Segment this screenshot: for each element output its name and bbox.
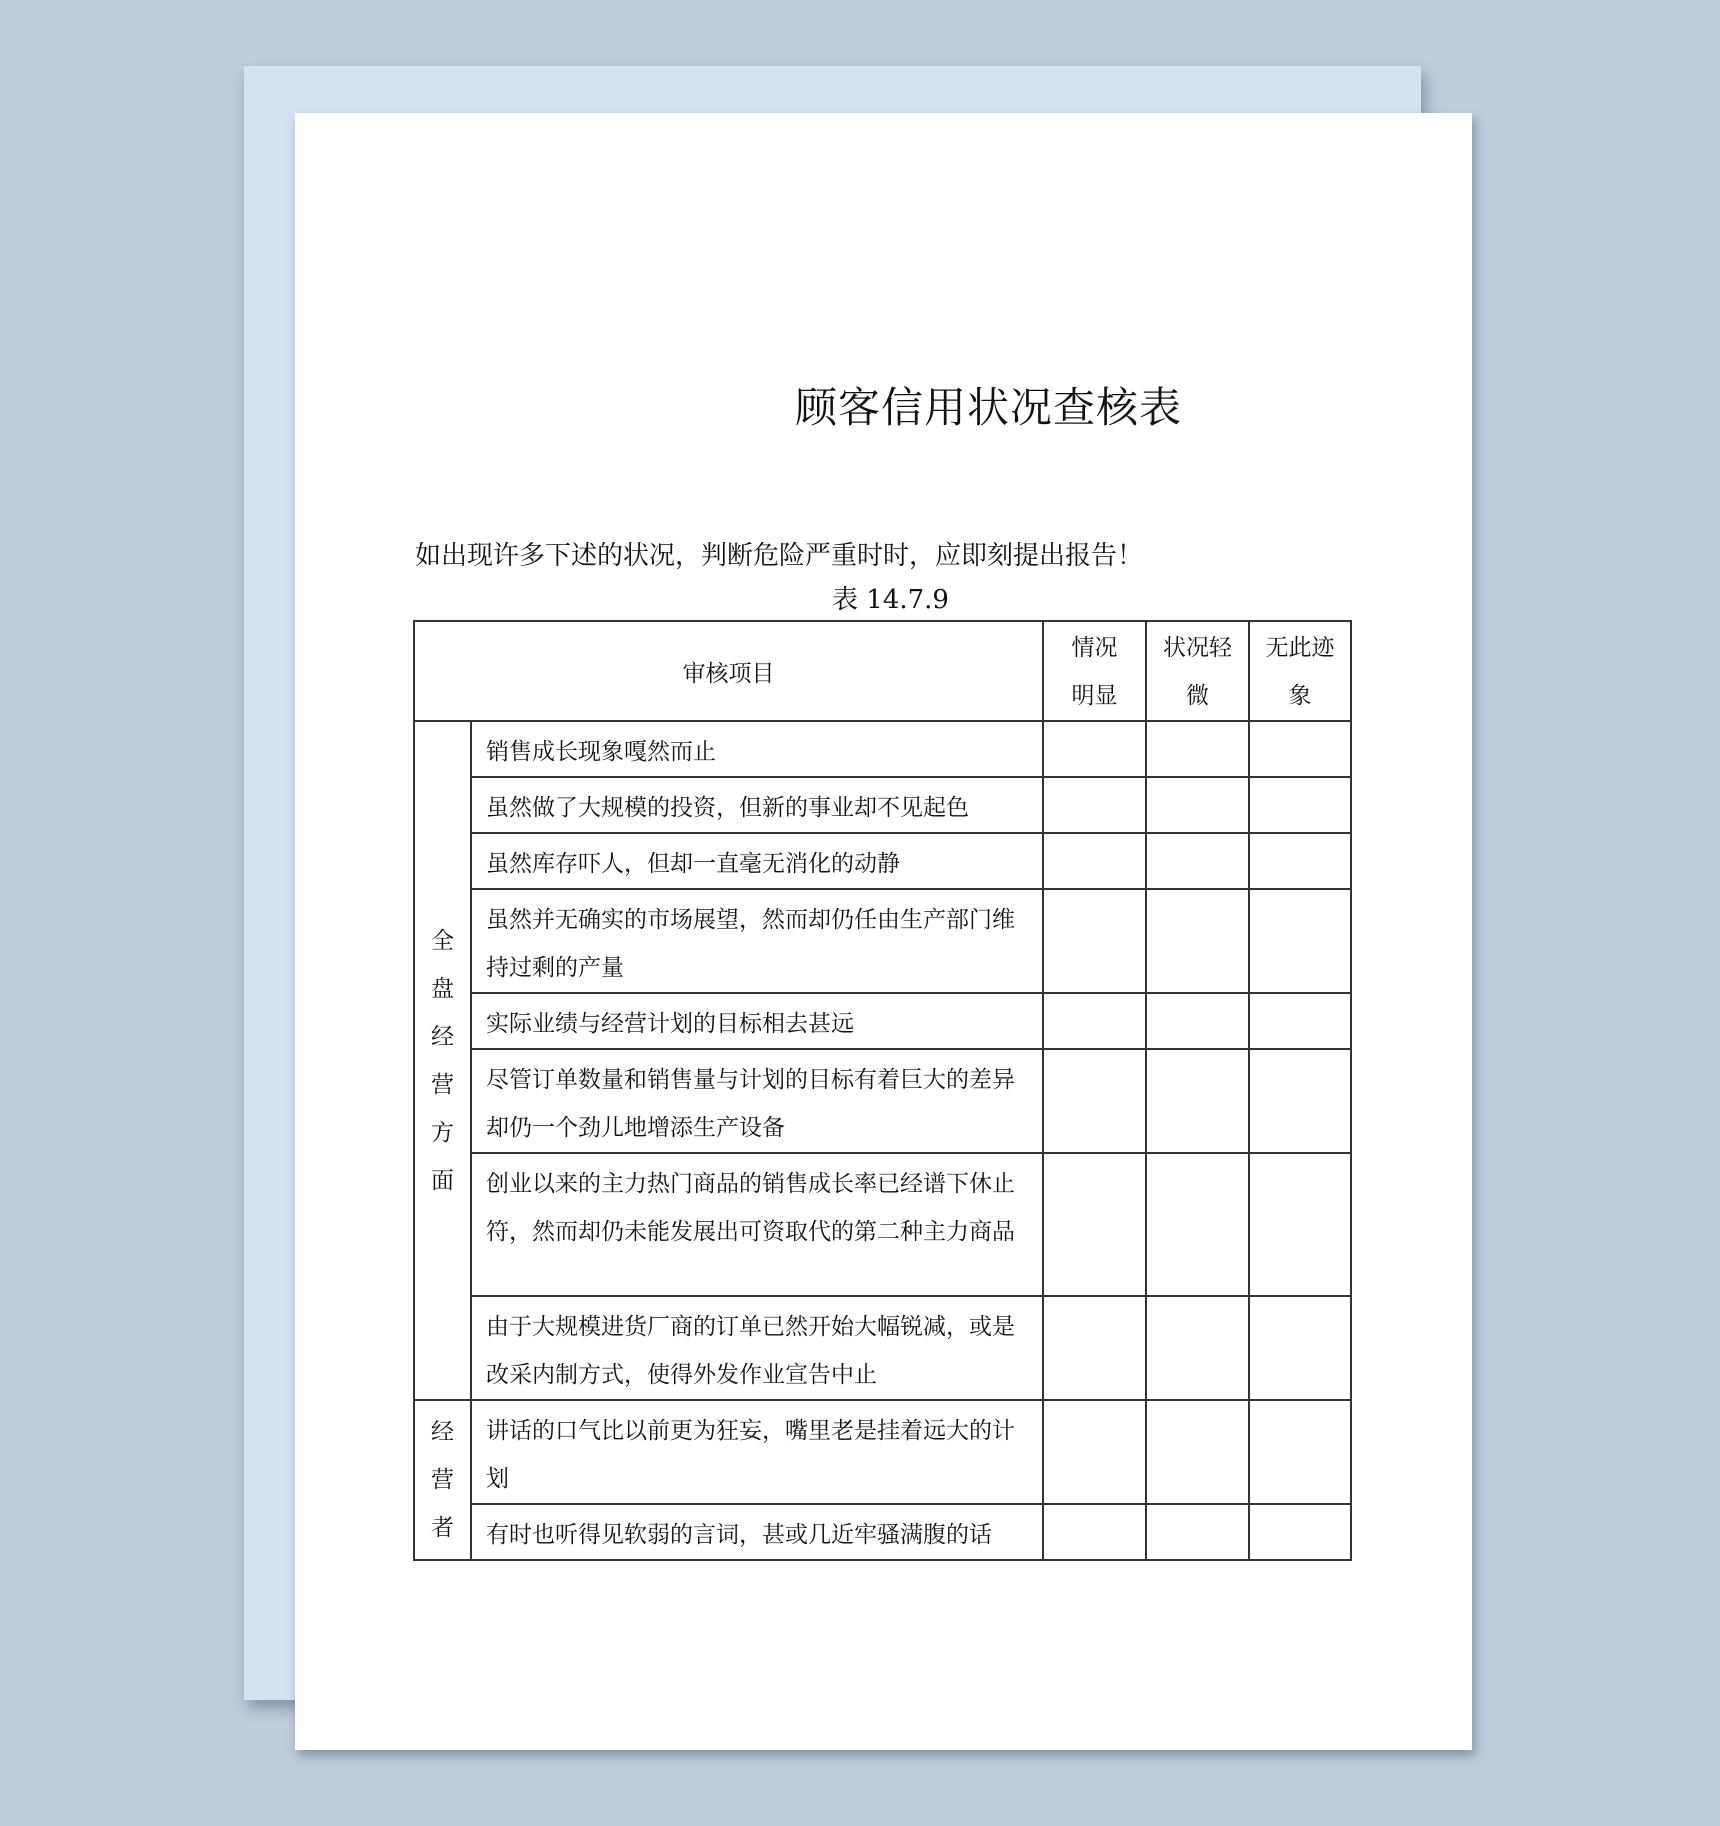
audit-item: 讲话的口气比以前更为狂妄，嘴里老是挂着远大的计划 bbox=[471, 1400, 1043, 1504]
document-title: 顾客信用状况查核表 bbox=[794, 383, 1182, 432]
audit-item: 虽然库存吓人，但却一直毫无消化的动静 bbox=[471, 833, 1043, 889]
table-row bbox=[414, 721, 1351, 777]
check-cell-slight[interactable] bbox=[1146, 1153, 1249, 1296]
header-obvious: 情况 明显 bbox=[1043, 621, 1146, 721]
check-cell-slight[interactable] bbox=[1146, 1296, 1249, 1400]
audit-item: 尽管订单数量和销售量与计划的目标有着巨大的差异却仍一个劲儿地增添生产设备 bbox=[471, 1049, 1043, 1153]
table-row bbox=[414, 889, 1351, 993]
check-cell-obvious[interactable] bbox=[1043, 721, 1146, 777]
header-slight: 状况轻 微 bbox=[1146, 621, 1249, 721]
header-audit-item: 审核项目 bbox=[414, 621, 1043, 721]
header-row bbox=[414, 621, 1351, 721]
check-cell-none[interactable] bbox=[1249, 833, 1351, 889]
table-row bbox=[414, 1504, 1351, 1560]
check-cell-slight[interactable] bbox=[1146, 993, 1249, 1049]
check-cell-obvious[interactable] bbox=[1043, 777, 1146, 833]
check-cell-slight[interactable] bbox=[1146, 1504, 1249, 1560]
check-cell-slight[interactable] bbox=[1146, 1049, 1249, 1153]
table-row bbox=[414, 1153, 1351, 1296]
document-page bbox=[295, 113, 1472, 1750]
table-row bbox=[414, 777, 1351, 833]
category-overall-operations: 全 盘 经 营 方 面 bbox=[414, 721, 471, 1400]
header-none: 无此迹 象 bbox=[1249, 621, 1351, 721]
audit-item: 实际业绩与经营计划的目标相去甚远 bbox=[471, 993, 1043, 1049]
check-cell-obvious[interactable] bbox=[1043, 833, 1146, 889]
audit-item: 由于大规模进货厂商的订单已然开始大幅锐减，或是改采内制方式，使得外发作业宣告中止 bbox=[471, 1296, 1043, 1400]
check-cell-slight[interactable] bbox=[1146, 889, 1249, 993]
check-cell-none[interactable] bbox=[1249, 993, 1351, 1049]
table-row bbox=[414, 1296, 1351, 1400]
check-cell-none[interactable] bbox=[1249, 889, 1351, 993]
table-row bbox=[414, 833, 1351, 889]
check-cell-slight[interactable] bbox=[1146, 721, 1249, 777]
audit-item: 销售成长现象嘎然而止 bbox=[471, 721, 1043, 777]
table-row bbox=[414, 1400, 1351, 1504]
instruction-note: 如出现许多下述的状况，判断危险严重时时，应即刻提出报告！ bbox=[415, 541, 1144, 571]
check-cell-slight[interactable] bbox=[1146, 1400, 1249, 1504]
check-cell-obvious[interactable] bbox=[1043, 1296, 1146, 1400]
table-caption: 表 14.7.9 bbox=[832, 585, 949, 615]
check-cell-none[interactable] bbox=[1249, 721, 1351, 777]
check-cell-slight[interactable] bbox=[1146, 777, 1249, 833]
check-cell-none[interactable] bbox=[1249, 777, 1351, 833]
check-cell-none[interactable] bbox=[1249, 1153, 1351, 1296]
check-cell-obvious[interactable] bbox=[1043, 1400, 1146, 1504]
check-cell-obvious[interactable] bbox=[1043, 993, 1146, 1049]
credit-check-table bbox=[413, 620, 1352, 1561]
check-cell-none[interactable] bbox=[1249, 1504, 1351, 1560]
table-row bbox=[414, 1049, 1351, 1153]
check-cell-obvious[interactable] bbox=[1043, 1153, 1146, 1296]
category-manager: 经 营 者 bbox=[414, 1400, 471, 1560]
table-row bbox=[414, 993, 1351, 1049]
check-cell-slight[interactable] bbox=[1146, 833, 1249, 889]
check-cell-obvious[interactable] bbox=[1043, 1504, 1146, 1560]
check-cell-obvious[interactable] bbox=[1043, 1049, 1146, 1153]
audit-item: 创业以来的主力热门商品的销售成长率已经谱下休止符，然而却仍未能发展出可资取代的第二种主力商品 bbox=[471, 1153, 1043, 1296]
check-cell-obvious[interactable] bbox=[1043, 889, 1146, 993]
check-cell-none[interactable] bbox=[1249, 1296, 1351, 1400]
audit-item: 虽然做了大规模的投资，但新的事业却不见起色 bbox=[471, 777, 1043, 833]
check-cell-none[interactable] bbox=[1249, 1049, 1351, 1153]
check-cell-none[interactable] bbox=[1249, 1400, 1351, 1504]
audit-item: 有时也听得见软弱的言词，甚或几近牢骚满腹的话 bbox=[471, 1504, 1043, 1560]
audit-item: 虽然并无确实的市场展望，然而却仍任由生产部门维持过剩的产量 bbox=[471, 889, 1043, 993]
